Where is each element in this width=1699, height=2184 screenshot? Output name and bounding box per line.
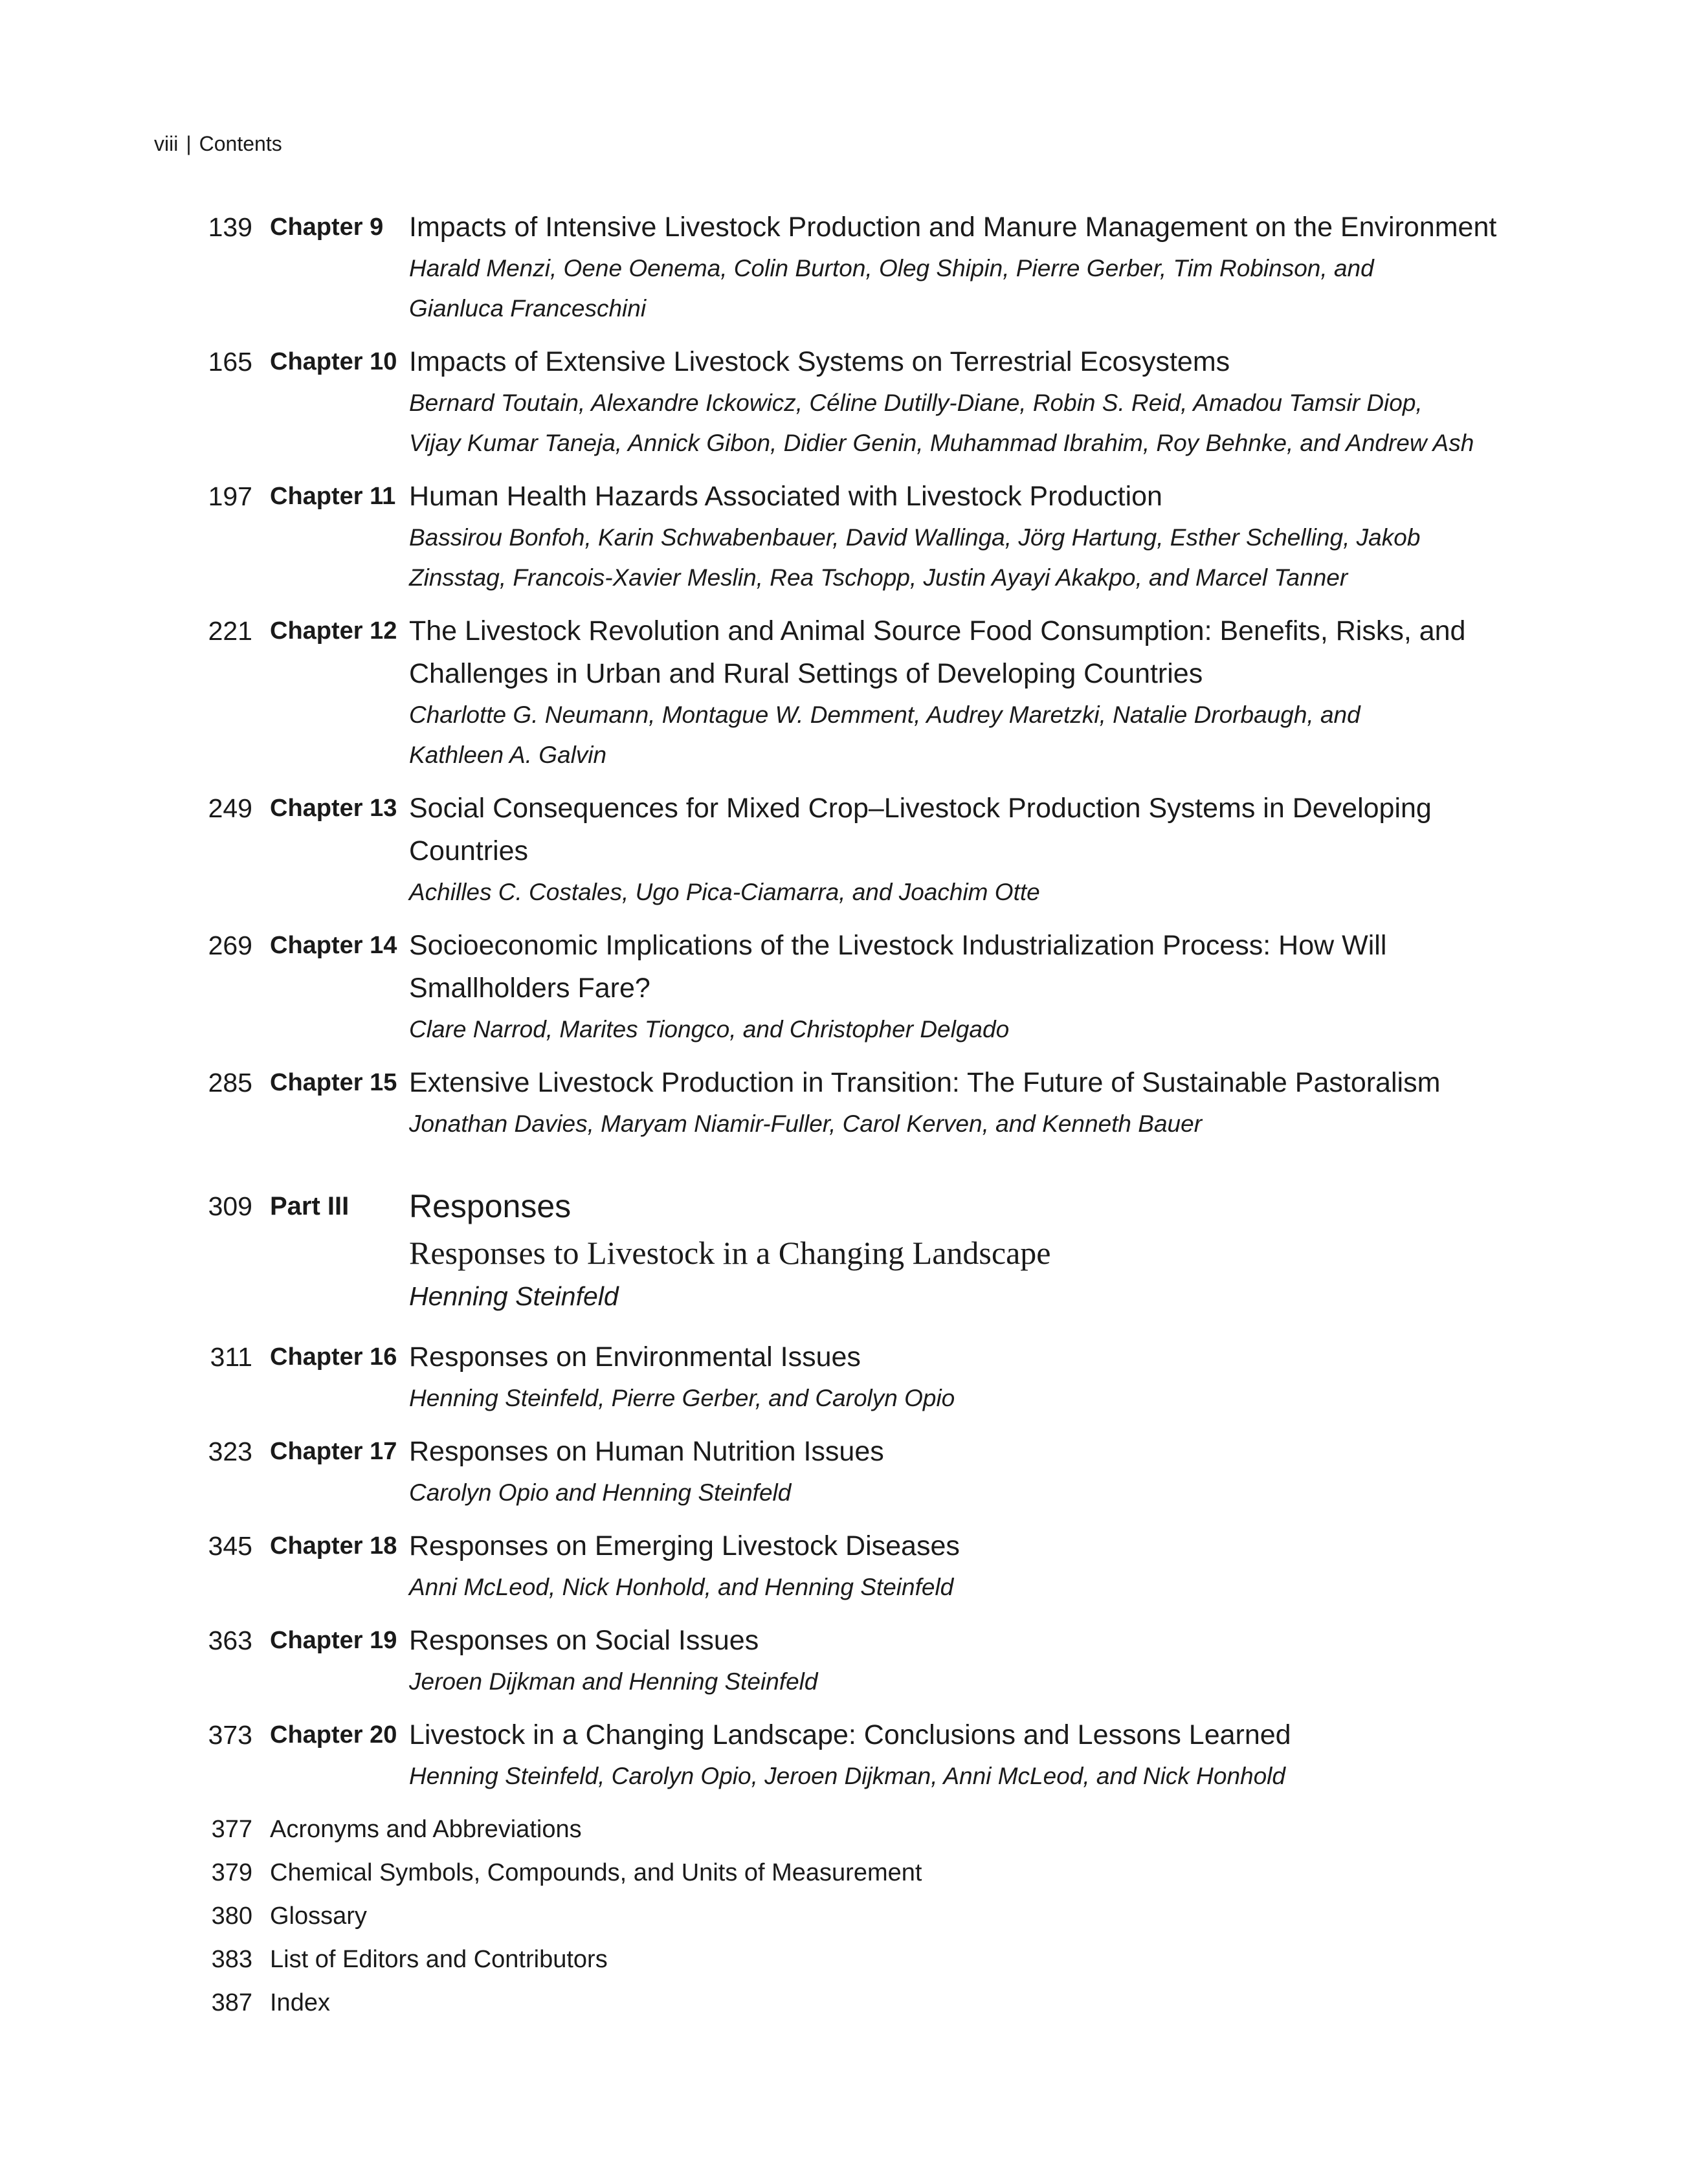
- chapter-label: Chapter 10: [270, 348, 397, 375]
- back-matter-label: Index: [270, 1989, 330, 2016]
- chapter-entry[interactable]: [188, 1619, 1534, 1702]
- chapter-entry[interactable]: [188, 1430, 1534, 1513]
- chapter-authors-line: Gianluca Franceschini: [409, 295, 647, 322]
- chapter-title-line: Impacts of Intensive Livestock Production and Manure Management on the Environment: [409, 212, 1497, 243]
- back-matter-page-number: 387: [211, 1989, 252, 2016]
- running-head-page: viii: [154, 132, 179, 155]
- chapter-page-number: 311: [210, 1342, 252, 1372]
- chapter-entry[interactable]: [188, 610, 1534, 775]
- chapter-entry[interactable]: [188, 206, 1534, 329]
- chapter-body: [409, 475, 1534, 598]
- chapter-page-number: 323: [208, 1437, 252, 1466]
- chapter-authors-line: Anni McLeod, Nick Honhold, and Henning Steinfeld: [409, 1574, 954, 1600]
- part-title: Responses: [409, 1188, 572, 1224]
- chapter-title-line: Socioeconomic Implications of the Livestock Industrialization Process: How Will: [409, 930, 1387, 961]
- chapter-body: [409, 1430, 1534, 1513]
- back-matter-entry[interactable]: [188, 1895, 1534, 1938]
- back-matter-entry[interactable]: [188, 1938, 1534, 1981]
- chapter-title-line: Responses on Environmental Issues: [409, 1341, 861, 1373]
- chapter-authors-line: Clare Narrod, Marites Tiongco, and Christopher Delgado: [409, 1016, 1010, 1042]
- chapter-body: [409, 924, 1534, 1050]
- back-matter-entry[interactable]: [188, 1808, 1534, 1851]
- back-matter-entry[interactable]: [188, 1851, 1534, 1895]
- chapter-authors-line: Charlotte G. Neumann, Montague W. Demment, Audrey Maretzki, Natalie Drorbaugh, and: [409, 701, 1360, 728]
- chapter-entry[interactable]: [188, 1336, 1534, 1418]
- chapter-authors-line: Henning Steinfeld, Carolyn Opio, Jeroen Dijkman, Anni McLeod, and Nick Honhold: [409, 1763, 1285, 1789]
- part-author: Henning Steinfeld: [409, 1281, 619, 1311]
- running-head-section: Contents: [199, 132, 282, 155]
- chapter-body: [409, 610, 1534, 775]
- table-of-contents: [188, 206, 1534, 2025]
- chapter-page-number: 139: [208, 212, 252, 242]
- chapter-title-line: Smallholders Fare?: [409, 973, 650, 1004]
- chapter-label: Chapter 17: [270, 1438, 397, 1465]
- chapter-authors-line: Kathleen A. Galvin: [409, 742, 607, 768]
- chapter-title-line: Livestock in a Changing Landscape: Conclusions and Lessons Learned: [409, 1719, 1291, 1750]
- chapter-page-number: 345: [208, 1531, 252, 1561]
- chapter-entry[interactable]: [188, 1714, 1534, 1796]
- chapter-entry[interactable]: [188, 340, 1534, 463]
- part-entry[interactable]: [188, 1180, 1534, 1319]
- chapter-entry[interactable]: [188, 924, 1534, 1050]
- chapter-body: [409, 340, 1534, 463]
- chapter-entry[interactable]: [188, 1525, 1534, 1607]
- chapter-authors-line: Henning Steinfeld, Pierre Gerber, and Carolyn Opio: [409, 1385, 955, 1411]
- running-head-separator: |: [186, 132, 192, 155]
- chapter-authors-line: Jonathan Davies, Maryam Niamir-Fuller, Carol Kerven, and Kenneth Bauer: [409, 1110, 1203, 1137]
- back-matter-page-number: 380: [211, 1903, 252, 1930]
- chapter-body: [409, 787, 1534, 912]
- chapter-page-number: 249: [208, 793, 252, 823]
- part-body: [409, 1180, 1534, 1319]
- chapter-title-line: The Livestock Revolution and Animal Source Food Consumption: Benefits, Risks, and: [409, 615, 1466, 646]
- chapter-entry[interactable]: [188, 475, 1534, 598]
- chapter-body: [409, 206, 1534, 329]
- chapter-authors-line: Bernard Toutain, Alexandre Ickowicz, Céline Dutilly-Diane, Robin S. Reid, Amadou Tamsir Diop,: [409, 390, 1423, 416]
- chapter-title-line: Human Health Hazards Associated with Livestock Production: [409, 481, 1162, 512]
- back-matter-label: List of Editors and Contributors: [270, 1946, 608, 1973]
- chapter-page-number: 363: [208, 1626, 252, 1655]
- chapter-page-number: 285: [208, 1068, 252, 1098]
- chapter-body: [409, 1525, 1534, 1607]
- chapter-page-number: 165: [208, 347, 252, 377]
- chapter-authors-line: Carolyn Opio and Henning Steinfeld: [409, 1479, 792, 1506]
- chapter-page-number: 269: [208, 931, 252, 960]
- chapter-label: Chapter 13: [270, 795, 397, 822]
- chapter-list-part-iii: [188, 1336, 1534, 1796]
- chapter-label: Chapter 19: [270, 1627, 397, 1654]
- chapter-title-line: Responses on Emerging Livestock Diseases: [409, 1530, 960, 1561]
- chapter-page-number: 221: [208, 616, 252, 646]
- part-label: Part III: [270, 1192, 350, 1220]
- back-matter-label: Acronyms and Abbreviations: [270, 1816, 582, 1843]
- chapter-authors-line: Bassirou Bonfoh, Karin Schwabenbauer, David Wallinga, Jörg Hartung, Esther Schelling, Jakob: [409, 524, 1421, 551]
- chapter-entry[interactable]: [188, 1061, 1534, 1144]
- back-matter-list: [188, 1808, 1534, 2025]
- chapter-page-number: 373: [208, 1720, 252, 1750]
- chapter-page-number: 197: [208, 481, 252, 511]
- chapter-label: Chapter 12: [270, 617, 397, 645]
- chapter-authors-line: Jeroen Dijkman and Henning Steinfeld: [409, 1668, 818, 1695]
- running-head: [154, 132, 282, 156]
- chapter-list-part-ii: [188, 206, 1534, 1144]
- chapter-authors-line: Achilles C. Costales, Ugo Pica-Ciamarra, and Joachim Otte: [409, 879, 1040, 905]
- chapter-body: [409, 1336, 1534, 1418]
- back-matter-label: Glossary: [270, 1903, 367, 1930]
- chapter-authors-line: Zinsstag, Francois-Xavier Meslin, Rea Tschopp, Justin Ayayi Akakpo, and Marcel Tanner: [409, 564, 1348, 591]
- chapter-label: Chapter 15: [270, 1069, 397, 1096]
- chapter-title-line: Impacts of Extensive Livestock Systems on Terrestrial Ecosystems: [409, 346, 1230, 377]
- chapter-body: [409, 1714, 1534, 1796]
- chapter-title-line: Countries: [409, 835, 529, 866]
- chapter-body: [409, 1061, 1534, 1144]
- chapter-label: Chapter 16: [270, 1343, 397, 1371]
- chapter-entry[interactable]: [188, 787, 1534, 912]
- chapter-title-line: Responses on Social Issues: [409, 1625, 759, 1656]
- chapter-body: [409, 1619, 1534, 1702]
- part-subtitle: Responses to Livestock in a Changing Landscape: [409, 1235, 1051, 1271]
- chapter-label: Chapter 11: [270, 483, 396, 510]
- back-matter-label: Chemical Symbols, Compounds, and Units of Measurement: [270, 1859, 922, 1886]
- chapter-label: Chapter 18: [270, 1532, 397, 1560]
- chapter-title-line: Challenges in Urban and Rural Settings of Developing Countries: [409, 658, 1203, 689]
- part-page-number: 309: [208, 1191, 252, 1221]
- chapter-label: Chapter 20: [270, 1721, 397, 1748]
- chapter-label: Chapter 14: [270, 932, 397, 959]
- back-matter-entry[interactable]: [188, 1981, 1534, 2025]
- chapter-authors-line: Harald Menzi, Oene Oenema, Colin Burton, Oleg Shipin, Pierre Gerber, Tim Robinson, and: [409, 255, 1374, 281]
- back-matter-page-number: 383: [211, 1946, 252, 1973]
- back-matter-page-number: 377: [211, 1816, 252, 1843]
- chapter-label: Chapter 9: [270, 214, 384, 241]
- back-matter-page-number: 379: [211, 1859, 252, 1886]
- chapter-title-line: Responses on Human Nutrition Issues: [409, 1436, 884, 1467]
- chapter-title-line: Social Consequences for Mixed Crop–Livestock Production Systems in Developing: [409, 793, 1432, 824]
- chapter-title-line: Extensive Livestock Production in Transition: The Future of Sustainable Pastoralism: [409, 1067, 1441, 1098]
- chapter-authors-line: Vijay Kumar Taneja, Annick Gibon, Didier Genin, Muhammad Ibrahim, Roy Behnke, and Andrew Ash: [409, 430, 1474, 456]
